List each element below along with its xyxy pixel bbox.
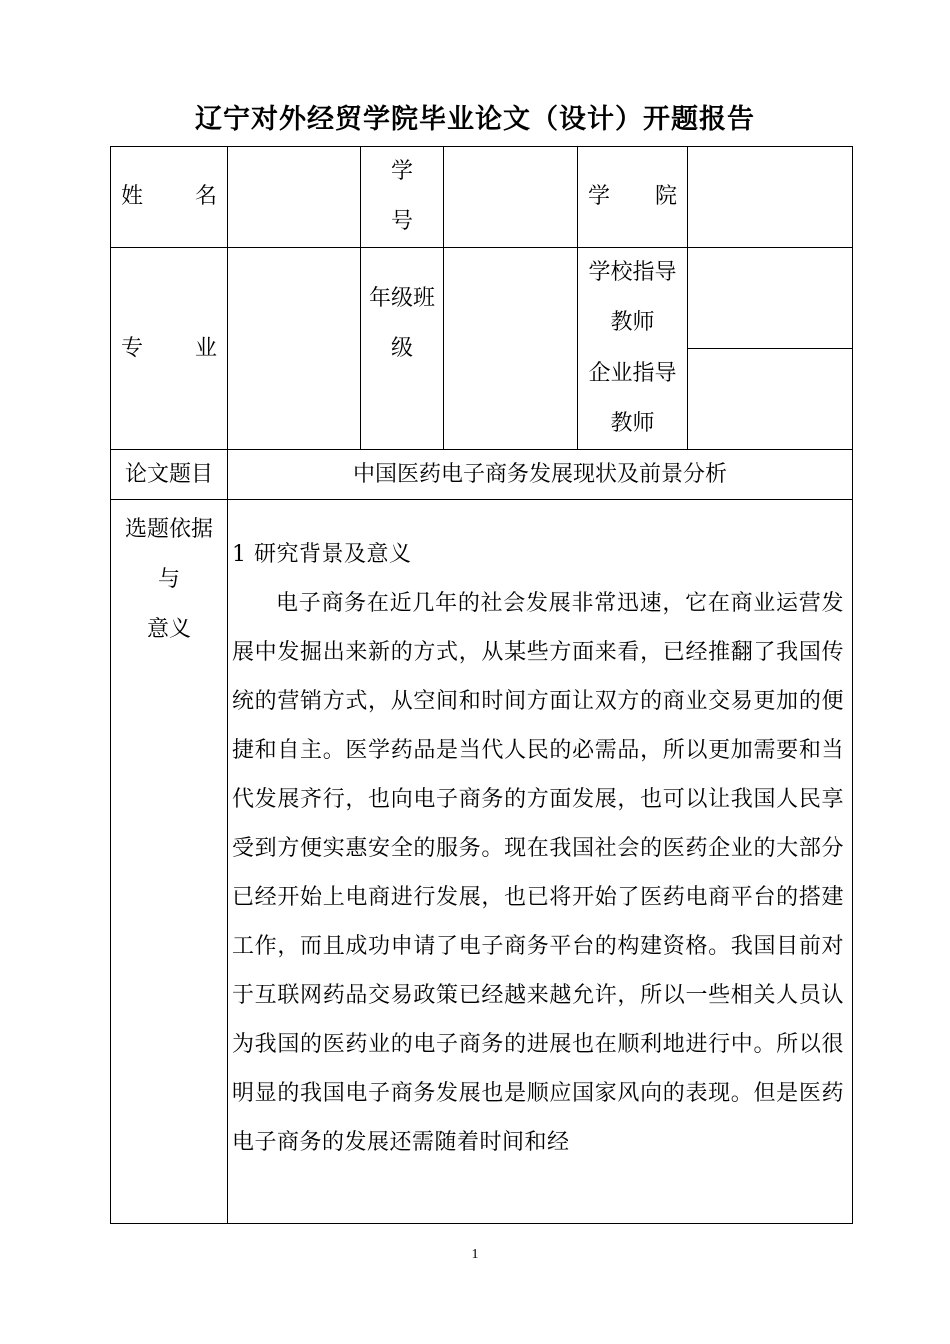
student-id-value[interactable] — [444, 147, 577, 247]
name-label-char: 名 — [194, 184, 217, 209]
body-paragraph: 电子商务在近几年的社会发展非常迅速，它在商业运营发展中发掘出来新的方式，从某些方面来看，已经推翻了我国传统的营销方式，从空间和时间方面让双方的商业交易更加的便捷和自主。医学药品是当代人民的必需品，所以更加需要和当代发展齐行，也向电子商务的方面发展，也可以让我国人民享受到方便实惠安全的服务。现在我国社会的医药企业的大部分已经开始上电商进行发展，也已将开始了医药电商平台的搭建工作，而且成功申请了电子商务平台的构建资格。我国目前对于互联网药品交易政策已经越来越允许，所以一些相关人员认为我国的医药业的电子商务的进展也在顺利地进行中。所以很明显的我国电子商务发展也是顺应国家风向的表现。但是医药电子商务的发展还需随着时间和经 — [232, 591, 844, 1155]
grade-class-value[interactable] — [444, 248, 577, 449]
document-title: 辽宁对外经贸学院毕业论文（设计）开题报告 — [195, 104, 755, 135]
college-label — [578, 147, 687, 247]
basis-content — [232, 530, 844, 1167]
basis-label-line: 意义 — [146, 617, 191, 642]
school-advisor-value[interactable] — [688, 248, 852, 348]
grade-class-label-line: 年级班 — [368, 285, 435, 311]
company-advisor-value[interactable] — [688, 349, 852, 449]
name-label — [111, 147, 227, 247]
basis-label-line: 与 — [157, 567, 180, 592]
student-id-label-line: 学 — [390, 159, 413, 184]
major-value[interactable] — [228, 248, 360, 449]
thesis-title-label: 论文题目 — [124, 461, 213, 487]
section-heading: 1 研究背景及意义 — [232, 542, 412, 567]
name-value[interactable] — [228, 147, 360, 247]
major-label-char: 专 — [121, 335, 144, 361]
basis-label — [111, 505, 227, 655]
company-advisor-label — [578, 349, 687, 449]
basis-label-line: 选题依据 — [124, 517, 213, 542]
school-advisor-label-line: 教师 — [610, 310, 655, 335]
college-label-char: 院 — [654, 184, 677, 209]
college-label-char: 学 — [588, 184, 611, 209]
thesis-title-value: 中国医药电子商务发展现状及前景分析 — [352, 461, 727, 487]
student-id-label-line: 号 — [390, 209, 413, 234]
grade-class-label-line: 级 — [390, 335, 413, 361]
student-id-label — [361, 147, 443, 247]
page-number: 1 — [471, 1247, 479, 1262]
college-value[interactable] — [688, 147, 852, 247]
school-advisor-label — [578, 248, 687, 348]
company-advisor-label-line: 企业指导 — [588, 361, 677, 386]
school-advisor-label-line: 学校指导 — [588, 260, 677, 285]
major-label-char: 业 — [194, 335, 217, 361]
grade-class-label — [361, 248, 443, 399]
major-label — [111, 248, 227, 449]
name-label-char: 姓 — [121, 184, 144, 209]
company-advisor-label-line: 教师 — [610, 411, 655, 436]
